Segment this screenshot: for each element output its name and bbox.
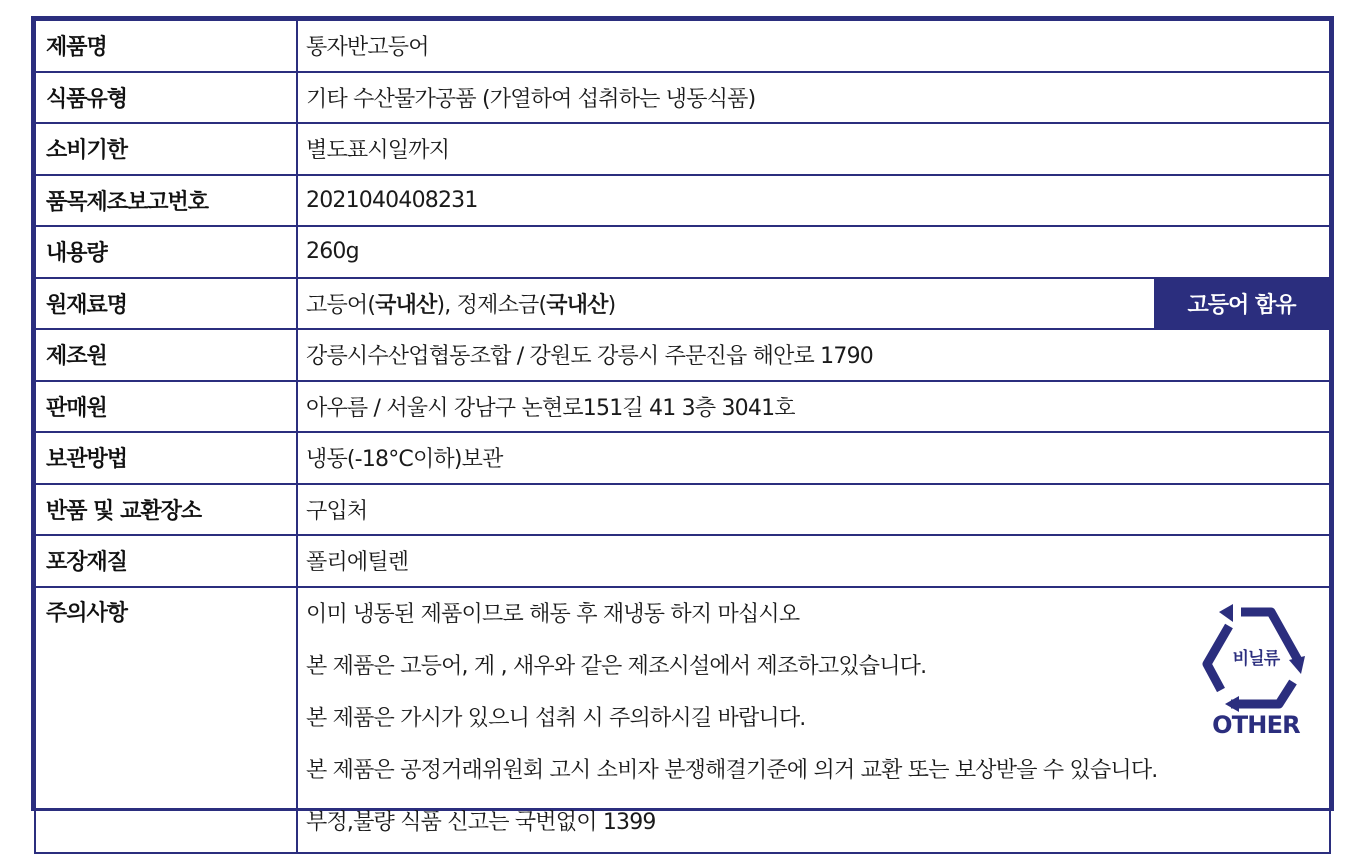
row-label: 주의사항 <box>35 587 297 853</box>
row-value: 냉동(-18°C이하)보관 <box>297 432 1330 484</box>
product-info-table <box>31 16 1334 835</box>
row-label: 반품 및 교환장소 <box>35 484 297 536</box>
ingredient-text: 고등어( <box>306 292 376 318</box>
info-table <box>34 19 1331 854</box>
ingredients-row <box>35 278 1330 330</box>
table-row <box>35 123 1330 175</box>
row-value: 폴리에틸렌 <box>297 535 1330 587</box>
row-label: 식품유형 <box>35 72 297 124</box>
allergen-badge: 고등어 함유 <box>1154 279 1329 329</box>
table-row <box>35 381 1330 433</box>
row-value: 아우름 / 서울시 강남구 논현로151길 41 3층 3041호 <box>297 381 1330 433</box>
table-row <box>35 226 1330 278</box>
ingredient-text: ), 정제소금( <box>436 292 547 318</box>
origin-text: 국내산 <box>546 292 608 318</box>
caution-line: 이미 냉동된 제품이므로 해동 후 재냉동 하지 마십시오 <box>306 601 800 627</box>
row-label: 포장재질 <box>35 535 297 587</box>
row-value: 강릉시수산업협동조합 / 강원도 강릉시 주문진읍 해안로 1790 <box>297 329 1330 381</box>
row-label: 제품명 <box>35 20 297 72</box>
origin-text: 국내산 <box>375 292 437 318</box>
table-row <box>35 175 1330 227</box>
row-value: 구입처 <box>297 484 1330 536</box>
row-label: 보관방법 <box>35 432 297 484</box>
row-label: 품목제조보고번호 <box>35 175 297 227</box>
table-row <box>35 329 1330 381</box>
row-value: 2021040408231 <box>297 175 1330 227</box>
table-row <box>35 20 1330 72</box>
cautions-value <box>297 587 1330 853</box>
recycle-arrow-bottom <box>1231 682 1293 704</box>
caution-line: 본 제품은 공정거래위원회 고시 소비자 분쟁해결기준에 의거 교환 또는 보상받을 수 있습니다. <box>306 757 1158 783</box>
row-label: 제조원 <box>35 329 297 381</box>
row-label: 내용량 <box>35 226 297 278</box>
caution-line: 부정,불량 식품 신고는 국번없이 1399 <box>306 809 656 835</box>
row-value: 별도표시일까지 <box>297 123 1330 175</box>
ingredients-value <box>297 278 1330 330</box>
row-label: 판매원 <box>35 381 297 433</box>
recycle-center-label: 비닐류 <box>1232 648 1280 669</box>
caution-line: 본 제품은 가시가 있으니 섭취 시 주의하시길 바랍니다. <box>306 705 806 731</box>
table-row <box>35 484 1330 536</box>
table-row <box>35 535 1330 587</box>
recycle-bottom-label: OTHER <box>1212 710 1300 739</box>
cautions-row <box>35 587 1330 853</box>
row-value: 기타 수산물가공품 (가열하여 섭취하는 냉동식품) <box>297 72 1330 124</box>
row-value: 통자반고등어 <box>297 20 1330 72</box>
caution-line: 본 제품은 고등어, 게 , 새우와 같은 제조시설에서 제조하고있습니다. <box>306 653 927 679</box>
recycle-mark-icon <box>1201 600 1311 740</box>
ingredient-text: ) <box>607 292 616 318</box>
recycle-arrow-left <box>1207 626 1229 690</box>
table-row <box>35 72 1330 124</box>
row-value: 260g <box>297 226 1330 278</box>
row-label: 원재료명 <box>35 278 297 330</box>
table-row <box>35 432 1330 484</box>
row-label: 소비기한 <box>35 123 297 175</box>
